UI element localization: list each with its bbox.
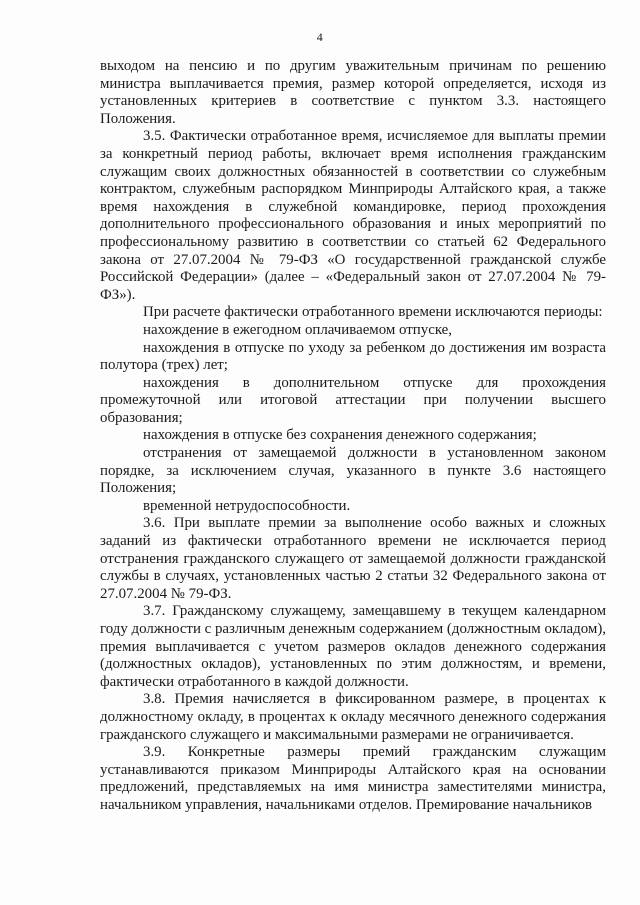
paragraph-3-7: 3.7. Гражданскому служащему, замещавшему в текущем календарном году должности с различным денежным содержанием (должностным окладом), премия выплачивается с учетом размеров окладов денежного содержания (должностных окладов), установленных по этим должностям, и времени, фактически отработанного в каждой должности. [100, 603, 607, 690]
paragraph-excluded-periods-intro: При расчете фактически отработанного времени исключаются периоды: [143, 304, 603, 321]
paragraph-continuation: выходом на пенсию и по другим уважительным причинам по решению министра выплачивается премия, размер которой определяется, исходя из установленных критериев в соответствие с пунктом 3.3. настоящего Положения. [100, 58, 606, 127]
document-body [100, 58, 606, 815]
paragraph-3-8: 3.8. Премия начисляется в фиксированном размере, в процентах к должностному окладу, в процентах к окладу месячного денежного содержания гражданского служащего и максимальными размерами не ограничивается. [100, 691, 606, 743]
list-item-sick-leave: временной нетрудоспособности. [143, 497, 351, 514]
list-item-study-leave: нахождения в дополнительном отпуске для прохождения промежуточной или итоговой аттестации при получении высшего образования; [100, 374, 606, 426]
list-item-annual-leave: нахождение в ежегодном оплачиваемом отпуске, [143, 321, 453, 338]
list-item-suspension: отстранения от замещаемой должности в установленном законом порядке, за исключением случая, указанного в пункте 3.6 настоящего Положения; [100, 445, 606, 497]
page-number: 4 [316, 30, 324, 44]
paragraph-3-9: 3.9. Конкретные размеры премий гражданским служащим устанавливаются приказом Минприроды Алтайского края на основании предложений, представляемых на имя министра заместителями министра, начальником управления, начальниками отделов. Премирование начальников [100, 744, 606, 813]
list-item-childcare-leave: нахождения в отпуске по уходу за ребенком до достижения им возраста полутора (трех) лет; [100, 339, 606, 374]
list-item-unpaid-leave: нахождения в отпуске без сохранения денежного содержания; [143, 427, 537, 444]
paragraph-3-6: 3.6. При выплате премии за выполнение особо важных и сложных заданий из фактически отработанного времени не исключается период отстранения гражданского служащего от замещаемой должности гражданской службы в случаях, установленных частью 2 статьи 32 Федерального закона от 27.07.2004 № 79-ФЗ. [100, 515, 606, 602]
paragraph-3-5: 3.5. Фактически отработанное время, исчисляемое для выплаты премии за конкретный период работы, включает время исполнения гражданским служащим своих должностных обязанностей в соответствии со служебным контрактом, служебным распорядком Минприроды Алтайского края, а также время нахождения в служебной командировке, период прохождения дополнительного профессионального образования и иных мероприятий по профессиональному развитию в соответствии со статьей 62 Федерального закона от 27.07.2004 № 79-ФЗ «О государственной гражданской службе Российской Федерации» (далее – «Федеральный закон от 27.07.2004 № 79-ФЗ»). [100, 128, 606, 303]
